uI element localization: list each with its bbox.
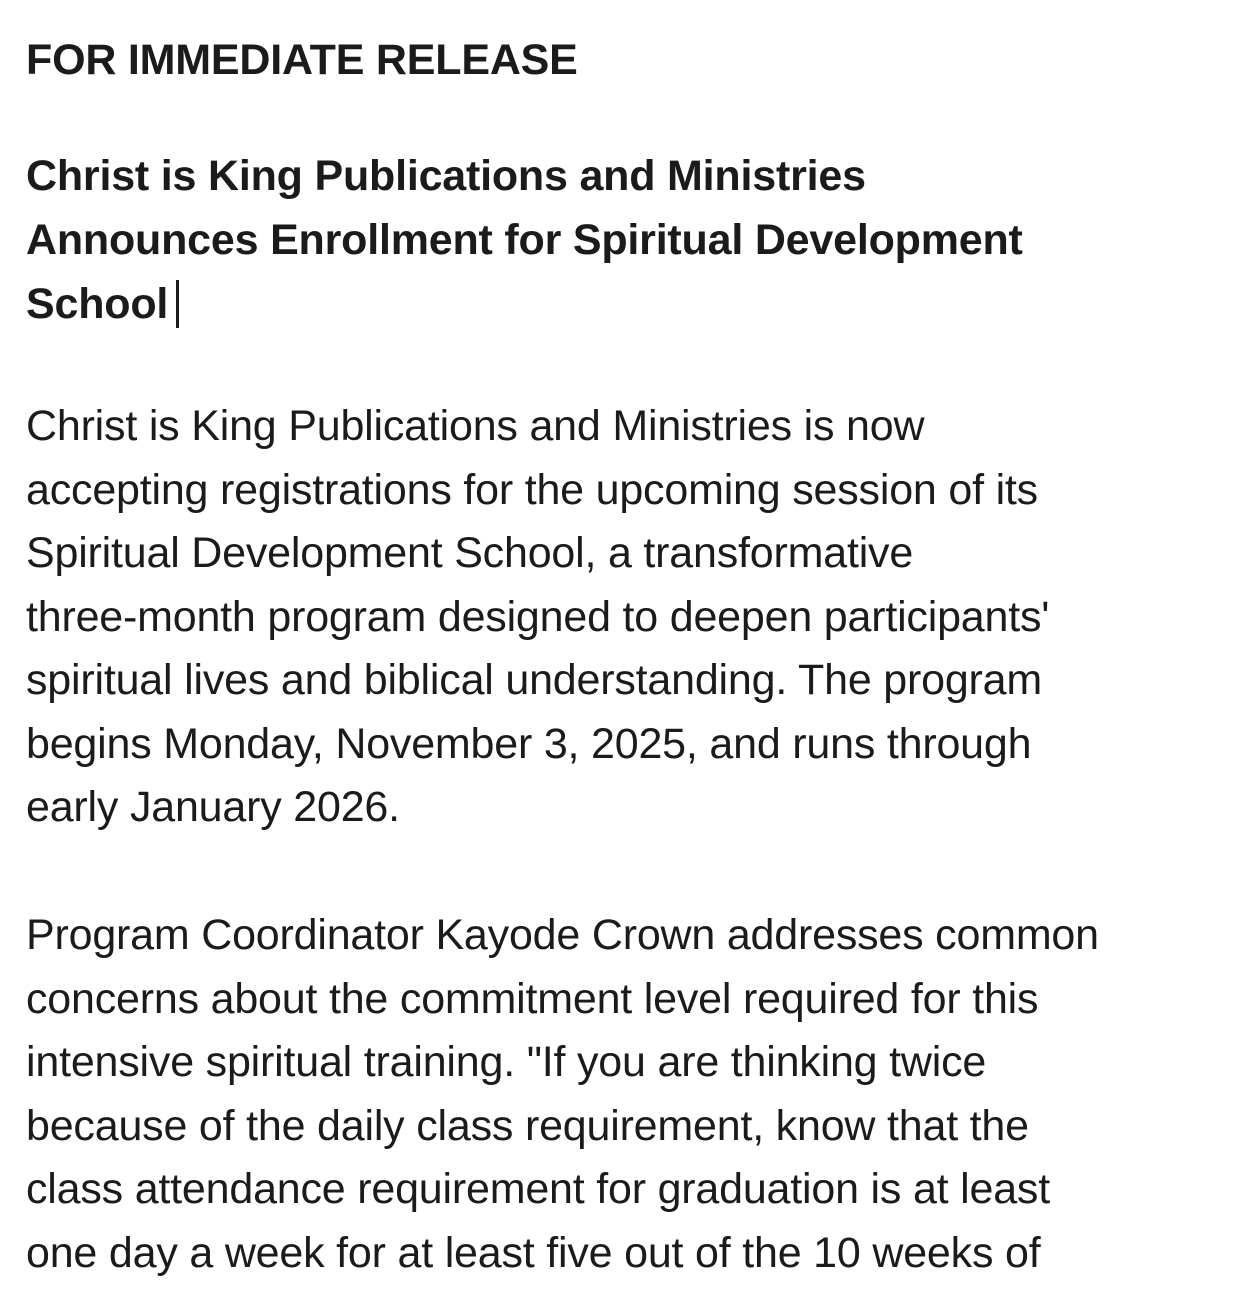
paragraph-line: concerns about the commitment level required for this bbox=[26, 974, 1039, 1023]
headline-line: Christ is King Publications and Ministries bbox=[26, 152, 866, 200]
headline-line: Announces Enrollment for Spiritual Development bbox=[26, 216, 1023, 264]
paragraph-line: Christ is King Publications and Ministries is now bbox=[26, 402, 925, 450]
paragraph-line: Program Coordinator Kayode Crown addresses common bbox=[26, 911, 1099, 959]
paragraph-line: begins Monday, November 3, 2025, and runs through bbox=[26, 719, 1032, 768]
paragraph-line: accepting registrations for the upcoming session of its bbox=[26, 465, 1038, 514]
paragraph-line: early January 2026. bbox=[26, 783, 400, 831]
paragraph-line: Spiritual Development School, a transformative bbox=[26, 529, 914, 577]
release-label: FOR IMMEDIATE RELEASE bbox=[26, 36, 578, 84]
paragraph-1 bbox=[26, 395, 1049, 840]
headline-line-text: School bbox=[26, 280, 169, 328]
paragraph-line: class attendance requirement for graduation is at least bbox=[26, 1165, 1050, 1213]
paragraph-line: because of the daily class requirement, know that the bbox=[26, 1101, 1029, 1150]
paragraph-line: spiritual lives and biblical understanding. The program bbox=[26, 656, 1043, 704]
paragraph-2 bbox=[26, 904, 1099, 1285]
paragraph-line: three-month program designed to deepen participants' bbox=[26, 592, 1050, 641]
paragraph-line: intensive spiritual training. "If you are thinking twice bbox=[26, 1038, 987, 1086]
headline bbox=[26, 144, 1023, 336]
paragraph-line: one day a week for at least five out of the 10 weeks of bbox=[26, 1228, 1041, 1277]
text-cursor bbox=[176, 280, 179, 328]
headline-line-last bbox=[26, 272, 1023, 336]
